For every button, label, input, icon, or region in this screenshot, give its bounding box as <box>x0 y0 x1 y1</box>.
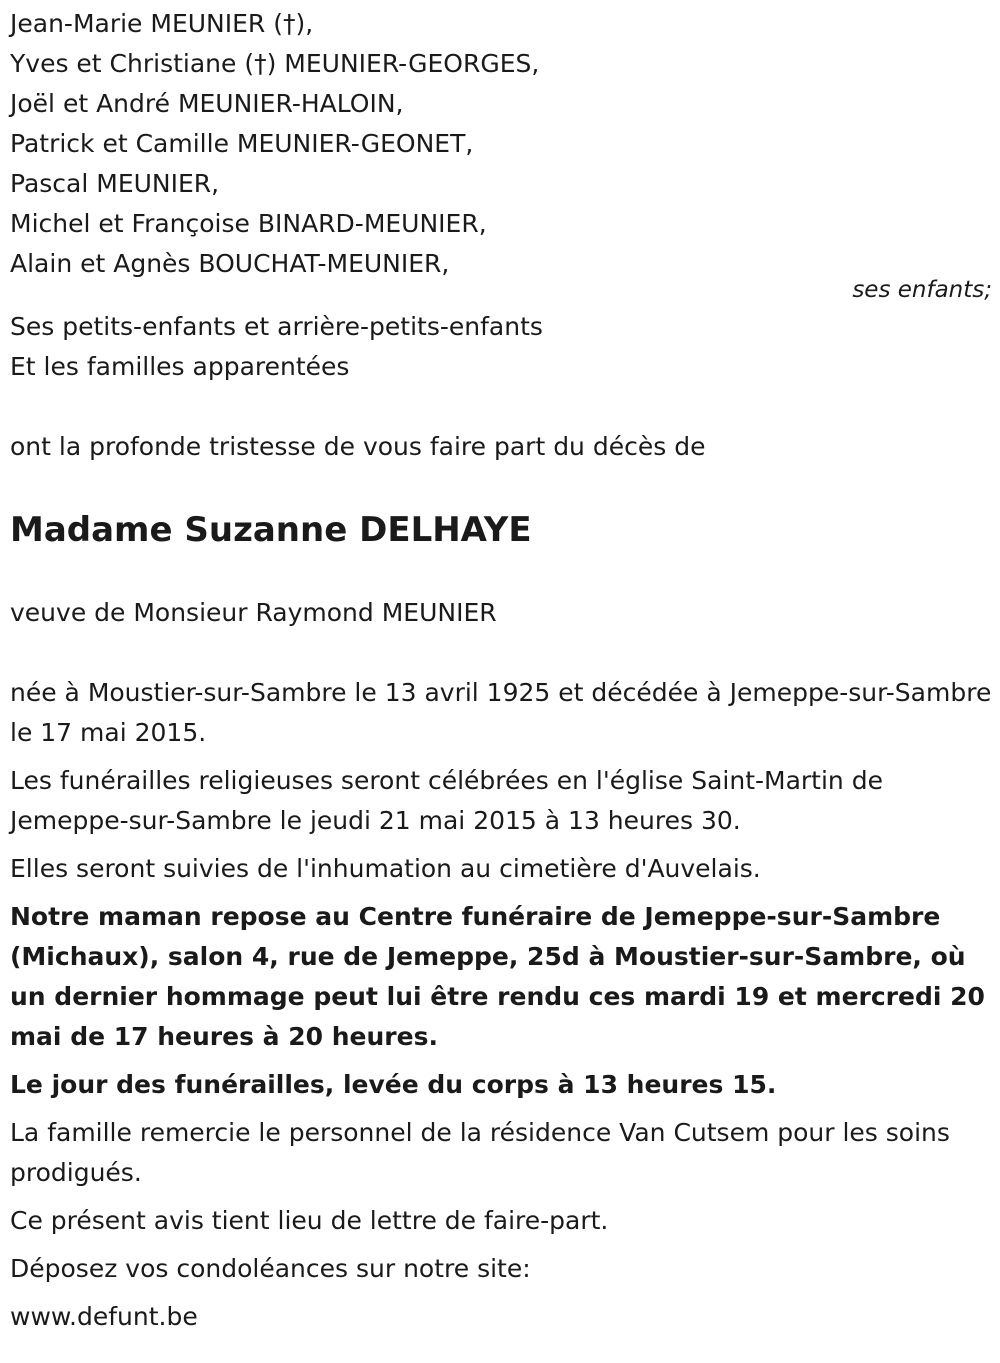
birth-death-paragraph: née à Moustier-sur-Sambre le 13 avril 1925 et décédée à Jemeppe-sur-Sambre le 17 mai 2015. <box>10 678 992 747</box>
announcement-text: ont la profonde tristesse de vous faire part du décès de <box>10 432 706 461</box>
families-line: Et les familles apparentées <box>10 352 350 381</box>
child-line: Alain et Agnès BOUCHAT-MEUNIER, <box>10 249 450 278</box>
notice-body <box>10 307 992 1337</box>
child-line: Michel et Françoise BINARD-MEUNIER, <box>10 209 487 238</box>
children-role-label: ses enfants; <box>852 277 992 303</box>
viewing-paragraph: Notre maman repose au Centre funéraire de Jemeppe-sur-Sambre (Michaux), salon 4, rue de Jemeppe, 25d à Moustier-sur-Sambre, où un dernier hommage peut lui être rendu ces mardi 19 et mercredi 20 mai de 17 heures à 20 heures. <box>10 902 985 1051</box>
funeral-paragraph: Les funérailles religieuses seront célébrées en l'église Saint-Martin de Jemeppe-sur-Sambre le jeudi 21 mai 2015 à 13 heures 30. <box>10 766 883 835</box>
children-list <box>10 4 992 284</box>
child-line: Jean-Marie MEUNIER (†), <box>10 9 314 38</box>
website-link[interactable]: www.defunt.be <box>10 1302 198 1331</box>
obituary-notice <box>10 0 992 284</box>
child-line: Joël et André MEUNIER-HALOIN, <box>10 89 404 118</box>
notice-paragraph: Ce présent avis tient lieu de lettre de faire-part. <box>10 1206 609 1235</box>
condolences-paragraph: Déposez vos condoléances sur notre site: <box>10 1254 531 1283</box>
child-line: Yves et Christiane (†) MEUNIER-GEORGES, <box>10 49 540 78</box>
spouse-line: veuve de Monsieur Raymond MEUNIER <box>10 598 497 627</box>
burial-paragraph: Elles seront suivies de l'inhumation au cimetière d'Auvelais. <box>10 854 761 883</box>
thanks-paragraph: La famille remercie le personnel de la résidence Van Cutsem pour les soins prodigués. <box>10 1118 950 1187</box>
procession-paragraph: Le jour des funérailles, levée du corps à 13 heures 15. <box>10 1070 777 1099</box>
grandchildren-line: Ses petits-enfants et arrière-petits-enfants <box>10 312 543 341</box>
child-line: Pascal MEUNIER, <box>10 169 220 198</box>
child-line: Patrick et Camille MEUNIER-GEONET, <box>10 129 474 158</box>
deceased-name: Madame Suzanne DELHAYE <box>10 510 532 550</box>
